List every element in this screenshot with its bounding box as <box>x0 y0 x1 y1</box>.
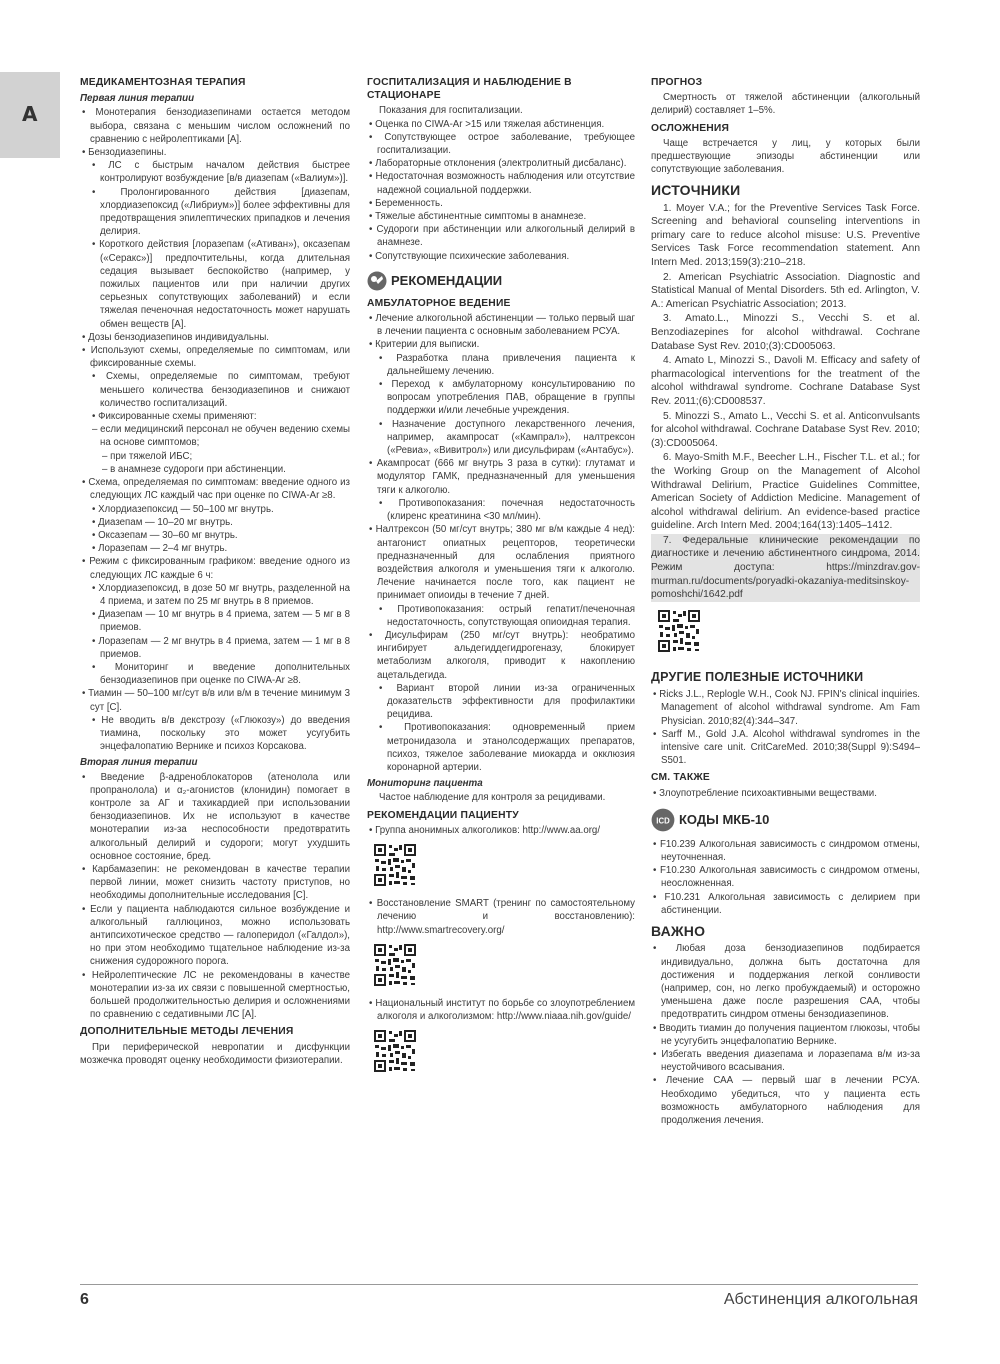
heading-hospitalization: ГОСПИТАЛИЗАЦИЯ И НАБЛЮДЕНИЕ В СТАЦИОНАРЕ <box>367 77 572 102</box>
list-item: • Судороги при абстиненции или алкогольный делирий в анамнезе. <box>369 224 635 249</box>
list-item: • Разработка плана привлечения пациента к дальнейшему лечению. <box>379 352 635 377</box>
list-item: • Режим с фиксированным графиком: введение одного из следующих ЛС каждые 6 ч: <box>82 556 350 581</box>
subheading-first-line: Первая линия терапии <box>80 93 195 105</box>
section-tab <box>0 72 60 158</box>
list-item: • Фиксированные схемы применяют: <box>92 411 257 423</box>
list-item: • Тяжелые абстинентные симптомы в анамнезе. <box>369 211 587 223</box>
list-item: • Диазепам — 10 мг внутрь в 4 приема, затем — 5 мг в 8 приемов. <box>92 609 350 634</box>
heading-prognosis: ПРОГНОЗ <box>651 77 703 88</box>
list-item: • F10.231 Алкогольная зависимость с делирием при абстиненции. <box>653 891 920 916</box>
heading-patient-recs: РЕКОМЕНДАЦИИ ПАЦИЕНТУ <box>367 809 519 821</box>
list-item: • Используют схемы, определяемые по симптомам, или фиксированные схемы. <box>82 345 350 370</box>
list-item: • Акампросат (666 мг внутрь 3 раза в сутки): глутамат и модулятор ГАМК, предназначенный для уменьшения тяги к алкоголю. <box>369 458 635 496</box>
qr-code-icon <box>373 943 417 987</box>
reference-item[interactable]: 1. Moyer V.A.; for the Preventive Services Task Force. Screening and behavioral counseling interventions in primary care to reduce alcohol misuse: U.S. Preventive Services Task Force recommendation statement. Ann Intern Med. 2013;159(3):210–218. <box>651 202 920 268</box>
outpatient-list <box>367 312 635 774</box>
hospitalization-intro: Показания для госпитализации. <box>379 105 523 117</box>
list-item: • Sarff M., Gold J.A. Alcohol withdrawal syndromes in the intensive care unit. CritCareMed. 2010;38(Suppl 9):S494–S501. <box>653 728 920 767</box>
heading-sources: ИСТОЧНИКИ <box>651 182 741 199</box>
list-item: • Критерии для выписки. <box>369 339 480 351</box>
list-item: • Противопоказания: одновременный прием метронидазола и этанолсодержащих препаратов, психоз, тяжелое заболевание миокарда и окклюзия коронарной артерии. <box>379 722 635 773</box>
list-item: • Недостаточная возможность наблюдения или отсутствие надежной социальной поддержки. <box>369 171 635 196</box>
list-item: • Бензодиазепины. <box>82 147 167 159</box>
page-number: 6 <box>80 1291 89 1308</box>
heading-complications: ОСЛОЖНЕНИЯ <box>651 122 730 134</box>
icd-list <box>651 838 920 917</box>
list-item: • Мониторинг и введение дополнительных бензодиазепинов при оценке по CIWA-Ar ≥8. <box>92 661 350 687</box>
reference-7[interactable]: 7. Федеральные клинические рекомендации по диагностике и лечению абстинентного синдрома, 2014. Режим доступа: https://minzdrav.gov-murman.ru/documents/poryadki-okazaniya-meditsinskoy-pomoshchi/1642.pdf <box>651 534 920 601</box>
list-item: • Лабораторные отклонения (электролитный дисбаланс). <box>369 158 627 170</box>
reference-item[interactable]: 4. Amato L, Minozzi S., Davoli M. Efficacy and safety of pharmacological interventions for the treatment of the alcohol withdrawal syndrome. Cochrane Database Syst Rev. 2011;(6):CD008537. <box>651 355 920 407</box>
list-item: • F10.239 Алкогольная зависимость с синдромом отмены, неуточненная. <box>653 838 920 864</box>
list-item: • Избегать введения диазепама и лоразепама в/м из-за неустойчивого всасывания. <box>653 1048 920 1074</box>
list-item: • Карбамазепин: не рекомендован в качестве терапии первой линии, может снизить частоту приступов, но необходимы дополнительные исследования [С]. <box>82 863 350 902</box>
reference-item[interactable]: 6. Mayo-Smith M.F., Beecher L.H., Fischer T.L. et al.; for the Working Group on the Management of Alcohol Withdrawal Delirium, Practice Guidelines Committee, American Society of Addiction Medicine. Management of alcohol withdrawal delirium. An evidence-based practice guideline. Arch Intern Med. 2004;164(13):1405–1412. <box>651 452 920 532</box>
list-item: • Лоразепам — 2–4 мг внутрь. <box>92 543 228 555</box>
list-item: • Ricks J.L., Replogle W.H., Cook NJ. FPIN's clinical inquiries. Management of alcohol withdrawal syndrome. Am Fam Physician. 2010;82(4):344–347. <box>653 689 920 727</box>
subheading-monitoring: Мониторинг пациента <box>367 778 483 790</box>
recommendations-title: РЕКОМЕНДАЦИИ <box>391 273 503 289</box>
recommendations-header <box>367 271 635 291</box>
qr-code-icon <box>373 843 417 887</box>
list-item: • Оксазепам — 30–60 мг внутрь. <box>92 529 238 541</box>
other-sources-list <box>651 688 920 767</box>
list-item: • Лечение САА — первый шаг в лечении РСУА. Необходимо убедиться, что у пациента есть возможность амбулаторного наблюдения для продолжения лечения. <box>653 1075 920 1126</box>
heading-see-also: СМ. ТАКЖЕ <box>651 772 710 784</box>
list-item: • Введение β-адреноблокаторов (атенолола или пропранолола) и α₂-агонистов (клонидин) помогает в контроле за АГ и тахикардией при использовании бензодиазепинов. Их не используют в качестве монотерапии из-за неспособности предотвратить алкогольный делирий и судороги; могут ухудшить основное состояние, бред. <box>82 771 350 862</box>
heading-outpatient: АМБУЛАТОРНОЕ ВЕДЕНИЕ <box>367 297 511 309</box>
list-item: • Беременность. <box>369 197 443 209</box>
see-also-item: • Злоупотребление психоактивными веществами. <box>653 787 877 799</box>
heading-other-sources: ДРУГИЕ ПОЛЕЗНЫЕ ИСТОЧНИКИ <box>651 670 864 685</box>
qr-code-icon <box>373 1029 417 1073</box>
reference-item[interactable]: 5. Minozzi S., Amato L., Vecchi S. et al. Anticonvulsants for alcohol withdrawal. Cochrane Database Syst Rev. 2010;(3):CD005064. <box>651 410 920 449</box>
complications-text: Чаще встречается у лиц, у которых были предшествующие эпизоды абстиненции или сопутствующие заболевания. <box>651 137 920 176</box>
column-2 <box>367 76 635 1084</box>
list-item: • Противопоказания: почечная недостаточность (клиренс креатинина <30 мл/мин). <box>379 497 635 523</box>
list-item: • Налтрексон (50 мг/сут внутрь; 380 мг в/м каждые 4 нед): антагонист опиатных рецепторов, теоретически предназначенный для ослабления приятного воздействия алкоголя и уменьшения тяги к алкоголю. Лечение начинается после того, как пациент не принимает опиоиды в течение 7 дней. <box>369 524 635 602</box>
list-item: • Короткого действия [лоразепам («Ативан»), оксазепам («Серакс»)] предпочтительны, когда длительная седация вызывает беспокойство (например, у пожилых пациентов или при наличии других серьезных сопутствующих заболеваний) и если тяжелая печеночная недостаточность может нарушать обмен веществ [А]. <box>92 239 350 330</box>
icd-badge-text: ICD <box>656 816 670 826</box>
recommendations-icon <box>367 271 387 291</box>
list-item: • Не вводить в/в декстрозу («Глюкозу») до введения тиамина, поскольку это может усугубить энцефалопатию Вернике и психоз Корсакова. <box>92 714 350 753</box>
patient-rec-smart[interactable]: • Восстановление SMART (тренинг по самостоятельному лечению и восстановлению): http://www.smartrecovery.org/ <box>369 898 635 936</box>
list-item: • Вариант второй линии из-за ограниченных доказательств эффективности для профилактики рецидива. <box>379 682 635 721</box>
list-item: • Монотерапия бензодиазепинами остается методом выбора, связана с меньшим числом осложнений по сравнению с нейролептиками [А]. <box>82 107 350 145</box>
important-list <box>651 942 920 1127</box>
heading-additional-methods: ДОПОЛНИТЕЛЬНЫЕ МЕТОДЫ ЛЕЧЕНИЯ <box>80 1026 294 1038</box>
reference-item[interactable]: 2. American Psychiatric Association. Diagnostic and Statistical Manual of Mental Disorders. 5th ed. Arlington, V. A.: American Psychiatric Association; 2013. <box>651 271 920 310</box>
list-item: • Противопоказания: острый гепатит/печеночная недостаточность, сопутствующая опиоидная терапия. <box>379 603 635 628</box>
list-item: • Любая доза бензодиазепинов подбирается индивидуально, должна быть достаточна для достижения и поддержания легкой сонливости (например, сон, но легко пробуждаемый) и осторожно уменьшена даже после разрешения САА, чтобы предотвратить синдром отмены бензодиазепинов. <box>653 943 920 1021</box>
column-1 <box>80 76 350 1067</box>
list-item: • Лоразепам — 2 мг внутрь в 4 приема, затем — 1 мг в 8 приемов. <box>92 635 350 660</box>
list-item: • Сопутствующее острое заболевание, требующее госпитализации. <box>369 131 635 157</box>
list-item: • Если у пациента наблюдаются сильное возбуждение и алкогольный галлюциноз, можно использовать антипсихотическое средство — галоперидол («Галдол»), но при этом необходимо тщательное наблюдение из-за снижения судорожного порога. <box>82 903 350 968</box>
icd-icon <box>651 808 675 832</box>
list-item: • Хлордиазепоксид, в дозе 50 мг внутрь, разделенной на 4 приема, и затем по 25 мг внутрь в 8 приемов. <box>92 582 350 607</box>
qr-code-icon <box>657 609 701 653</box>
reference-item[interactable]: 3. Amato.L., Minozzi S., Vecchi S. et al. Benzodiazepines for alcohol withdrawal. Cochrane Database Syst Rev. 2010;(3):CD005063. <box>651 313 920 352</box>
list-item: • Оценка по CIWA-Ar >15 или тяжелая абстиненция. <box>369 118 605 130</box>
list-item: • Дисульфирам (250 мг/сут внутрь): необратимо ингибирует альдегиддегидрогеназу, блокирует метаболизм алкоголя, приводит к накоплению ацетальдегида. <box>369 629 635 681</box>
list-item: • Переход к амбулаторному консультированию по вопросам употребления ПАВ, обращение в группы поддержки и/или лечебные учреждения. <box>379 379 635 417</box>
icd-header <box>651 808 920 832</box>
section-letter: А <box>22 102 38 126</box>
subheading-second-line: Вторая линия терапии <box>80 757 198 769</box>
patient-rec-niaaa[interactable]: • Национальный институт по борьбе со злоупотреблением алкоголя и алкоголизмом: http://www.niaaa.nih.gov/guide/ <box>369 997 635 1023</box>
list-item: • Схема, определяемая по симптомам: введение одного из следующих ЛС каждый час при оценке по CIWA-Ar ≥8. <box>82 477 350 502</box>
running-title: Абстиненция алкогольная <box>723 1291 918 1308</box>
monitoring-text: Частое наблюдение для контроля за рецидивами. <box>379 792 606 804</box>
list-item: • Сопутствующие психические заболевания. <box>369 250 570 262</box>
patient-rec-aa[interactable]: • Группа анонимных алкоголиков: http://www.aa.org/ <box>369 824 601 836</box>
list-item: • Дозы бензодиазепинов индивидуальны. <box>82 331 269 343</box>
list-item: – при тяжелой ИБС; <box>102 450 193 462</box>
hospitalization-list <box>367 118 635 263</box>
prognosis-text: Смертность от тяжелой абстиненции (алкогольный делирий) составляет 1–5%. <box>651 92 920 117</box>
list-item: • ЛС с быстрым началом действия быстрее контролируют возбуждение [в/в диазепам («Валиум»)]. <box>92 160 350 185</box>
list-item: • Диазепам — 10–20 мг внутрь. <box>92 516 233 528</box>
second-line-list <box>80 771 350 1022</box>
list-item: • Хлордиазепоксид — 50–100 мг внутрь. <box>92 503 274 515</box>
column-3 <box>651 76 920 1127</box>
footer-divider <box>80 1284 918 1285</box>
list-item: – если медицинский персонал не обучен ведению схемы на основе симптомов; <box>92 424 350 449</box>
first-line-list <box>80 106 350 753</box>
list-item: • Лечение алкогольной абстиненции — только первый шаг в лечении пациента с основным заболеванием РСУА. <box>369 313 635 338</box>
references-list <box>651 202 920 533</box>
list-item: – в анамнезе судороги при абстиненции. <box>102 463 286 475</box>
list-item: • Нейролептические ЛС не рекомендованы в качестве монотерапии из-за их связи с повышенной смертностью, большей продолжительностью делирия и осложнениями по сравнению с седативными ЛС [А]. <box>82 969 350 1021</box>
list-item: • Схемы, определяемые по симптомам, требуют меньшего количества бензодиазепинов и снижают количество госпитализаций. <box>92 371 350 409</box>
heading-drug-therapy: МЕДИКАМЕНТОЗНАЯ ТЕРАПИЯ <box>80 77 246 88</box>
list-item: • Тиамин — 50–100 мг/сут в/в или в/м в течение минимум 3 сут [С]. <box>82 688 350 713</box>
list-item: • Пролонгированного действия [диазепам, хлордиазепоксид («Либриум»)] более эффективны для предотвращения эпилептических припадков и лечения делирия. <box>92 186 350 238</box>
icd-title: КОДЫ МКБ-10 <box>679 812 770 828</box>
list-item: • Вводить тиамин до получения пациентом глюкозы, чтобы не усугубить энцефалопатию Вернике. <box>653 1022 920 1047</box>
additional-methods-text: При периферической невропатии и дисфункции мозжечка проводят оценку необходимости физиотерапии. <box>80 1041 350 1066</box>
list-item: • Назначение доступного лекарственного лечения, например, акампросат («Кампрал»), налтрексон («Ревиа», «Вивитрол») или дисульфирам («Антабус»). <box>379 418 635 457</box>
list-item: • F10.230 Алкогольная зависимость с синдромом отмены, неосложненная. <box>653 865 920 890</box>
heading-important: ВАЖНО <box>651 923 706 940</box>
